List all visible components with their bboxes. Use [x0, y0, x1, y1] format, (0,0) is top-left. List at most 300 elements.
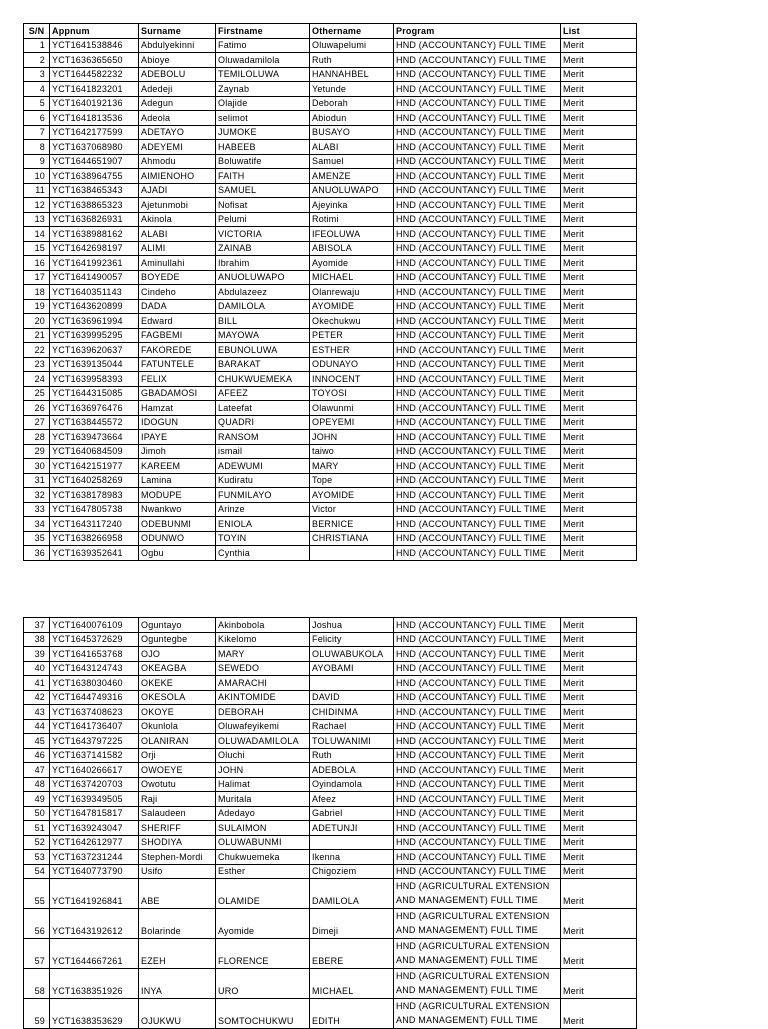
- cell-sn: 7: [24, 125, 50, 140]
- table-row: [24, 357, 637, 372]
- cell-firstname: Chukwuemeka: [216, 850, 310, 865]
- cell-surname: KAREEM: [139, 459, 216, 474]
- cell-list: Merit: [561, 154, 637, 169]
- cell-sn: 23: [24, 357, 50, 372]
- cell-appnum: YCT1642151977: [50, 459, 139, 474]
- cell-sn: 49: [24, 792, 50, 807]
- cell-surname: INYA: [139, 969, 216, 999]
- cell-list: Merit: [561, 82, 637, 97]
- cell-othername: ANUOLUWAPO: [310, 183, 394, 198]
- cell-appnum: YCT1643192612: [50, 909, 139, 939]
- cell-othername: BUSAYO: [310, 125, 394, 140]
- table-row: [24, 488, 637, 503]
- cell-surname: AJADI: [139, 183, 216, 198]
- cell-firstname: Adedayo: [216, 806, 310, 821]
- cell-firstname: Halimat: [216, 777, 310, 792]
- cell-list: Merit: [561, 821, 637, 836]
- cell-firstname: ENIOLA: [216, 517, 310, 532]
- cell-program: HND (ACCOUNTANCY) FULL TIME: [394, 690, 561, 705]
- cell-surname: OWOEYE: [139, 763, 216, 778]
- cell-appnum: YCT1638353629: [50, 999, 139, 1029]
- cell-sn: 3: [24, 67, 50, 82]
- header-firstname: Firstname: [216, 24, 310, 39]
- cell-program: HND (AGRICULTURAL EXTENSION AND MANAGEMENT) FULL TIME: [394, 969, 561, 999]
- cell-program: HND (ACCOUNTANCY) FULL TIME: [394, 285, 561, 300]
- table-row: [24, 169, 637, 184]
- cell-list: Merit: [561, 212, 637, 227]
- cell-othername: Yetunde: [310, 82, 394, 97]
- cell-firstname: TOYIN: [216, 531, 310, 546]
- cell-sn: 51: [24, 821, 50, 836]
- cell-list: Merit: [561, 719, 637, 734]
- cell-program: HND (ACCOUNTANCY) FULL TIME: [394, 430, 561, 445]
- cell-appnum: YCT1640258269: [50, 473, 139, 488]
- cell-program: HND (ACCOUNTANCY) FULL TIME: [394, 459, 561, 474]
- cell-othername: JOHN: [310, 430, 394, 445]
- cell-firstname: Oluchi: [216, 748, 310, 763]
- cell-program: HND (ACCOUNTANCY) FULL TIME: [394, 154, 561, 169]
- cell-appnum: YCT1640351143: [50, 285, 139, 300]
- cell-surname: Cindeho: [139, 285, 216, 300]
- cell-program: HND (ACCOUNTANCY) FULL TIME: [394, 82, 561, 97]
- cell-sn: 25: [24, 386, 50, 401]
- cell-sn: 19: [24, 299, 50, 314]
- cell-othername: ABISOLA: [310, 241, 394, 256]
- cell-surname: ABE: [139, 879, 216, 909]
- cell-appnum: YCT1638351926: [50, 969, 139, 999]
- cell-surname: Orji: [139, 748, 216, 763]
- table-row: [24, 850, 637, 865]
- cell-surname: ODEBUNMI: [139, 517, 216, 532]
- cell-firstname: Oluwafeyikemi: [216, 719, 310, 734]
- cell-appnum: YCT1636961994: [50, 314, 139, 329]
- table-row: [24, 125, 637, 140]
- cell-surname: Owotutu: [139, 777, 216, 792]
- table-row: [24, 835, 637, 850]
- cell-othername: ALABI: [310, 140, 394, 155]
- cell-list: Merit: [561, 430, 637, 445]
- cell-firstname: Muritala: [216, 792, 310, 807]
- cell-list: Merit: [561, 38, 637, 53]
- cell-othername: Ruth: [310, 53, 394, 68]
- header-othername: Othername: [310, 24, 394, 39]
- cell-list: Merit: [561, 969, 637, 999]
- cell-surname: OKEAGBA: [139, 661, 216, 676]
- cell-surname: OJUKWU: [139, 999, 216, 1029]
- cell-firstname: ADEWUMI: [216, 459, 310, 474]
- cell-othername: ADEBOLA: [310, 763, 394, 778]
- cell-surname: DADA: [139, 299, 216, 314]
- table-body-2: [24, 618, 637, 1029]
- cell-sn: 31: [24, 473, 50, 488]
- cell-program: HND (ACCOUNTANCY) FULL TIME: [394, 227, 561, 242]
- cell-othername: Deborah: [310, 96, 394, 111]
- cell-list: Merit: [561, 96, 637, 111]
- cell-surname: OKEKE: [139, 676, 216, 691]
- cell-appnum: YCT1640773790: [50, 864, 139, 879]
- cell-list: Merit: [561, 415, 637, 430]
- cell-list: Merit: [561, 198, 637, 213]
- cell-list: Merit: [561, 314, 637, 329]
- cell-sn: 13: [24, 212, 50, 227]
- cell-sn: 48: [24, 777, 50, 792]
- cell-surname: Bolarinde: [139, 909, 216, 939]
- cell-firstname: AMARACHI: [216, 676, 310, 691]
- cell-sn: 59: [24, 999, 50, 1029]
- cell-appnum: YCT1641736407: [50, 719, 139, 734]
- cell-appnum: YCT1639135044: [50, 357, 139, 372]
- cell-sn: 34: [24, 517, 50, 532]
- cell-surname: OKOYE: [139, 705, 216, 720]
- table-row: [24, 690, 637, 705]
- cell-appnum: YCT1637408623: [50, 705, 139, 720]
- cell-program: HND (ACCOUNTANCY) FULL TIME: [394, 792, 561, 807]
- cell-list: Merit: [561, 705, 637, 720]
- table-row: [24, 198, 637, 213]
- cell-surname: Abdulyekinni: [139, 38, 216, 53]
- table-row: [24, 676, 637, 691]
- cell-othername: AYOMIDE: [310, 299, 394, 314]
- cell-appnum: YCT1644315085: [50, 386, 139, 401]
- table-row: [24, 343, 637, 358]
- cell-othername: MARY: [310, 459, 394, 474]
- cell-firstname: OLUWADAMILOLA: [216, 734, 310, 749]
- cell-surname: Edward: [139, 314, 216, 329]
- cell-program: HND (ACCOUNTANCY) FULL TIME: [394, 372, 561, 387]
- table-row: [24, 777, 637, 792]
- cell-list: Merit: [561, 531, 637, 546]
- cell-othername: Dimeji: [310, 909, 394, 939]
- cell-surname: ADETAYO: [139, 125, 216, 140]
- cell-program: HND (ACCOUNTANCY) FULL TIME: [394, 53, 561, 68]
- cell-appnum: YCT1637420703: [50, 777, 139, 792]
- cell-program: HND (ACCOUNTANCY) FULL TIME: [394, 864, 561, 879]
- cell-othername: MICHAEL: [310, 969, 394, 999]
- cell-appnum: YCT1639958393: [50, 372, 139, 387]
- cell-program: HND (ACCOUNTANCY) FULL TIME: [394, 111, 561, 126]
- cell-firstname: Esther: [216, 864, 310, 879]
- header-appnum: Appnum: [50, 24, 139, 39]
- cell-list: Merit: [561, 850, 637, 865]
- cell-othername: Tope: [310, 473, 394, 488]
- cell-program: HND (ACCOUNTANCY) FULL TIME: [394, 198, 561, 213]
- cell-surname: ADEBOLU: [139, 67, 216, 82]
- cell-list: Merit: [561, 488, 637, 503]
- table-row: [24, 939, 637, 969]
- cell-list: Merit: [561, 999, 637, 1029]
- cell-surname: Okunlola: [139, 719, 216, 734]
- cell-program: HND (ACCOUNTANCY) FULL TIME: [394, 531, 561, 546]
- table-row: [24, 401, 637, 416]
- cell-program: HND (ACCOUNTANCY) FULL TIME: [394, 401, 561, 416]
- cell-sn: 52: [24, 835, 50, 850]
- cell-program: HND (ACCOUNTANCY) FULL TIME: [394, 806, 561, 821]
- table-row: [24, 227, 637, 242]
- table-row: [24, 328, 637, 343]
- cell-firstname: Boluwatife: [216, 154, 310, 169]
- cell-program: HND (ACCOUNTANCY) FULL TIME: [394, 357, 561, 372]
- cell-list: Merit: [561, 401, 637, 416]
- cell-othername: IFEOLUWA: [310, 227, 394, 242]
- cell-appnum: YCT1638030460: [50, 676, 139, 691]
- admission-list-table-2: [23, 617, 637, 1029]
- cell-appnum: YCT1642177599: [50, 125, 139, 140]
- cell-firstname: VICTORIA: [216, 227, 310, 242]
- cell-sn: 45: [24, 734, 50, 749]
- cell-program: HND (ACCOUNTANCY) FULL TIME: [394, 734, 561, 749]
- cell-surname: IPAYE: [139, 430, 216, 445]
- cell-list: Merit: [561, 343, 637, 358]
- cell-firstname: AKINTOMIDE: [216, 690, 310, 705]
- cell-sn: 42: [24, 690, 50, 705]
- cell-appnum: YCT1638266958: [50, 531, 139, 546]
- cell-sn: 27: [24, 415, 50, 430]
- cell-firstname: Olajide: [216, 96, 310, 111]
- table-row: [24, 531, 637, 546]
- cell-othername: HANNAHBEL: [310, 67, 394, 82]
- table-row: [24, 82, 637, 97]
- cell-firstname: JOHN: [216, 763, 310, 778]
- cell-program: HND (AGRICULTURAL EXTENSION AND MANAGEMENT) FULL TIME: [394, 879, 561, 909]
- cell-appnum: YCT1636365650: [50, 53, 139, 68]
- cell-firstname: Ayomide: [216, 909, 310, 939]
- cell-othername: [310, 546, 394, 561]
- cell-program: HND (ACCOUNTANCY) FULL TIME: [394, 415, 561, 430]
- table-row: [24, 53, 637, 68]
- table-row: [24, 719, 637, 734]
- cell-othername: TOLUWANIMI: [310, 734, 394, 749]
- cell-appnum: YCT1641926841: [50, 879, 139, 909]
- cell-appnum: YCT1640266617: [50, 763, 139, 778]
- cell-firstname: Ibrahim: [216, 256, 310, 271]
- cell-othername: Abiodun: [310, 111, 394, 126]
- cell-surname: Jimoh: [139, 444, 216, 459]
- cell-program: HND (ACCOUNTANCY) FULL TIME: [394, 444, 561, 459]
- cell-othername: Samuel: [310, 154, 394, 169]
- cell-sn: 57: [24, 939, 50, 969]
- cell-othername: Ikenna: [310, 850, 394, 865]
- cell-firstname: DAMILOLA: [216, 299, 310, 314]
- cell-list: Merit: [561, 734, 637, 749]
- cell-othername: Rotimi: [310, 212, 394, 227]
- cell-sn: 29: [24, 444, 50, 459]
- cell-surname: Adedeji: [139, 82, 216, 97]
- cell-surname: FAGBEMI: [139, 328, 216, 343]
- cell-surname: IDOGUN: [139, 415, 216, 430]
- cell-list: Merit: [561, 502, 637, 517]
- table-row: [24, 140, 637, 155]
- cell-surname: ODUNWO: [139, 531, 216, 546]
- cell-sn: 24: [24, 372, 50, 387]
- cell-appnum: YCT1640684509: [50, 444, 139, 459]
- table-row: [24, 444, 637, 459]
- cell-othername: Ruth: [310, 748, 394, 763]
- cell-appnum: YCT1638865323: [50, 198, 139, 213]
- table-header-row: [24, 24, 637, 39]
- cell-sn: 17: [24, 270, 50, 285]
- table-row: [24, 763, 637, 778]
- cell-list: Merit: [561, 67, 637, 82]
- cell-othername: AYOBAMI: [310, 661, 394, 676]
- cell-surname: BOYEDE: [139, 270, 216, 285]
- cell-othername: CHRISTIANA: [310, 531, 394, 546]
- cell-appnum: YCT1639243047: [50, 821, 139, 836]
- table-row: [24, 864, 637, 879]
- cell-appnum: YCT1642698197: [50, 241, 139, 256]
- cell-list: Merit: [561, 459, 637, 474]
- cell-sn: 1: [24, 38, 50, 53]
- cell-surname: Raji: [139, 792, 216, 807]
- cell-list: Merit: [561, 835, 637, 850]
- table-row: [24, 372, 637, 387]
- cell-firstname: FUNMILAYO: [216, 488, 310, 503]
- cell-surname: Stephen-Mordi: [139, 850, 216, 865]
- cell-list: Merit: [561, 372, 637, 387]
- table-row: [24, 270, 637, 285]
- cell-appnum: YCT1641813536: [50, 111, 139, 126]
- table-row: [24, 154, 637, 169]
- cell-appnum: YCT1642612977: [50, 835, 139, 850]
- header-surname: Surname: [139, 24, 216, 39]
- cell-surname: Adegun: [139, 96, 216, 111]
- admission-list-table-1: [23, 23, 637, 561]
- cell-list: Merit: [561, 647, 637, 662]
- cell-othername: AMENZE: [310, 169, 394, 184]
- cell-surname: Aminullahi: [139, 256, 216, 271]
- cell-list: Merit: [561, 618, 637, 633]
- cell-surname: Ajetunmobi: [139, 198, 216, 213]
- table-body-1: [24, 38, 637, 560]
- cell-surname: ALABI: [139, 227, 216, 242]
- cell-sn: 39: [24, 647, 50, 662]
- cell-firstname: BILL: [216, 314, 310, 329]
- cell-appnum: YCT1641653768: [50, 647, 139, 662]
- cell-firstname: ismail: [216, 444, 310, 459]
- cell-firstname: EBUNOLUWA: [216, 343, 310, 358]
- cell-firstname: OLAMIDE: [216, 879, 310, 909]
- cell-program: HND (ACCOUNTANCY) FULL TIME: [394, 183, 561, 198]
- cell-list: Merit: [561, 748, 637, 763]
- cell-firstname: SEWEDO: [216, 661, 310, 676]
- cell-firstname: SAMUEL: [216, 183, 310, 198]
- cell-appnum: YCT1644582232: [50, 67, 139, 82]
- cell-sn: 10: [24, 169, 50, 184]
- cell-sn: 50: [24, 806, 50, 821]
- cell-sn: 40: [24, 661, 50, 676]
- cell-sn: 28: [24, 430, 50, 445]
- cell-firstname: HABEEB: [216, 140, 310, 155]
- cell-sn: 38: [24, 632, 50, 647]
- cell-surname: Hamzat: [139, 401, 216, 416]
- table-row: [24, 459, 637, 474]
- cell-program: HND (ACCOUNTANCY) FULL TIME: [394, 488, 561, 503]
- cell-sn: 8: [24, 140, 50, 155]
- cell-firstname: FLORENCE: [216, 939, 310, 969]
- cell-surname: ALIMI: [139, 241, 216, 256]
- cell-firstname: RANSOM: [216, 430, 310, 445]
- table-row: [24, 999, 637, 1029]
- cell-othername: INNOCENT: [310, 372, 394, 387]
- cell-surname: OLANIRAN: [139, 734, 216, 749]
- cell-firstname: OLUWABUNMI: [216, 835, 310, 850]
- table-row: [24, 792, 637, 807]
- cell-sn: 30: [24, 459, 50, 474]
- cell-appnum: YCT1643117240: [50, 517, 139, 532]
- cell-firstname: SULAIMON: [216, 821, 310, 836]
- cell-othername: TOYOSI: [310, 386, 394, 401]
- cell-sn: 55: [24, 879, 50, 909]
- cell-othername: Felicity: [310, 632, 394, 647]
- cell-firstname: SOMTOCHUKWU: [216, 999, 310, 1029]
- cell-surname: Oguntegbe: [139, 632, 216, 647]
- cell-surname: GBADAMOSI: [139, 386, 216, 401]
- cell-sn: 22: [24, 343, 50, 358]
- cell-sn: 41: [24, 676, 50, 691]
- cell-surname: Ahmodu: [139, 154, 216, 169]
- cell-program: HND (ACCOUNTANCY) FULL TIME: [394, 546, 561, 561]
- cell-list: Merit: [561, 299, 637, 314]
- table-row: [24, 96, 637, 111]
- cell-list: Merit: [561, 690, 637, 705]
- cell-surname: Nwankwo: [139, 502, 216, 517]
- cell-othername: OLUWABUKOLA: [310, 647, 394, 662]
- cell-surname: Oguntayo: [139, 618, 216, 633]
- cell-program: HND (ACCOUNTANCY) FULL TIME: [394, 632, 561, 647]
- cell-firstname: Abdulazeez: [216, 285, 310, 300]
- table-row: [24, 546, 637, 561]
- cell-firstname: JUMOKE: [216, 125, 310, 140]
- table-row: [24, 632, 637, 647]
- cell-program: HND (ACCOUNTANCY) FULL TIME: [394, 748, 561, 763]
- cell-program: HND (ACCOUNTANCY) FULL TIME: [394, 256, 561, 271]
- cell-firstname: Oluwadamilola: [216, 53, 310, 68]
- cell-appnum: YCT1637231244: [50, 850, 139, 865]
- cell-surname: FATUNTELE: [139, 357, 216, 372]
- cell-sn: 4: [24, 82, 50, 97]
- cell-othername: Afeez: [310, 792, 394, 807]
- cell-appnum: YCT1643620899: [50, 299, 139, 314]
- cell-firstname: Kudiratu: [216, 473, 310, 488]
- table-row: [24, 647, 637, 662]
- cell-appnum: YCT1639620637: [50, 343, 139, 358]
- cell-list: Merit: [561, 632, 637, 647]
- cell-sn: 43: [24, 705, 50, 720]
- cell-appnum: YCT1638445572: [50, 415, 139, 430]
- cell-program: HND (ACCOUNTANCY) FULL TIME: [394, 270, 561, 285]
- cell-appnum: YCT1644651907: [50, 154, 139, 169]
- cell-appnum: YCT1641823201: [50, 82, 139, 97]
- table-row: [24, 748, 637, 763]
- cell-program: HND (ACCOUNTANCY) FULL TIME: [394, 618, 561, 633]
- cell-program: HND (AGRICULTURAL EXTENSION AND MANAGEMENT) FULL TIME: [394, 999, 561, 1029]
- cell-surname: EZEH: [139, 939, 216, 969]
- cell-firstname: selimot: [216, 111, 310, 126]
- cell-firstname: DEBORAH: [216, 705, 310, 720]
- table-row: [24, 502, 637, 517]
- cell-sn: 16: [24, 256, 50, 271]
- cell-program: HND (ACCOUNTANCY) FULL TIME: [394, 241, 561, 256]
- cell-list: Merit: [561, 763, 637, 778]
- cell-firstname: Kikelomo: [216, 632, 310, 647]
- cell-sn: 5: [24, 96, 50, 111]
- cell-othername: Joshua: [310, 618, 394, 633]
- cell-firstname: Zaynab: [216, 82, 310, 97]
- cell-surname: AIMIENOHO: [139, 169, 216, 184]
- cell-appnum: YCT1643797225: [50, 734, 139, 749]
- cell-surname: Akinola: [139, 212, 216, 227]
- cell-list: Merit: [561, 111, 637, 126]
- cell-sn: 15: [24, 241, 50, 256]
